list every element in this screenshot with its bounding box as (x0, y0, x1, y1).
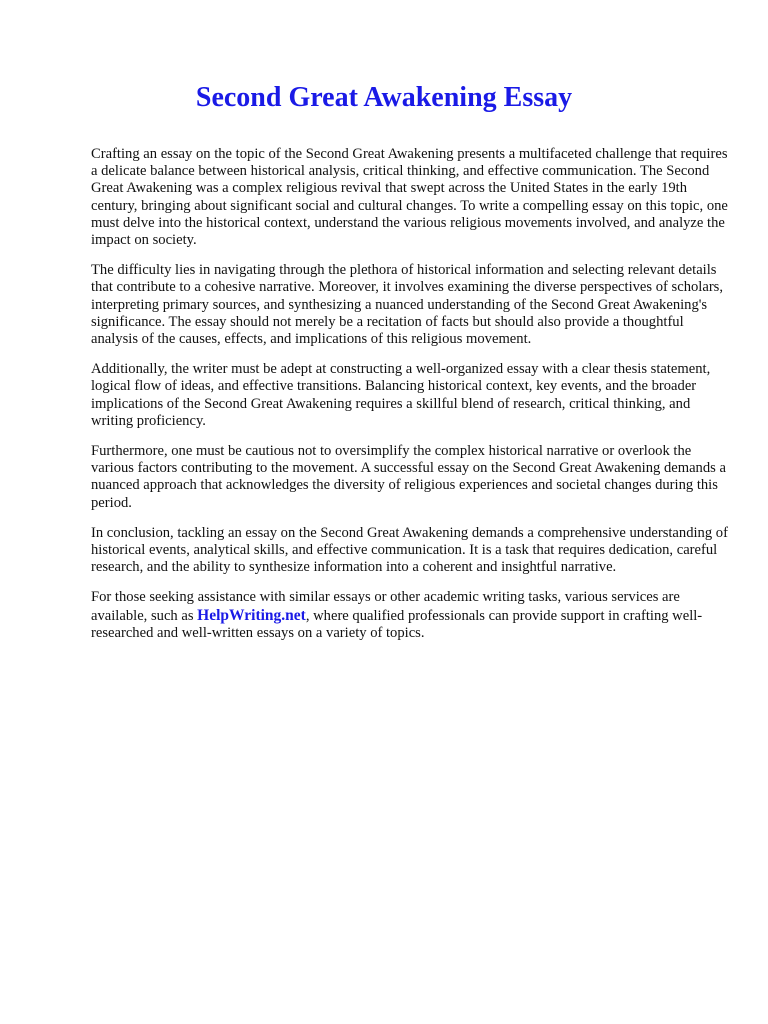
assistance-text-before: For those seeking assistance with similar essays or other academic writing tasks, various services are available, such as (91, 589, 680, 624)
paragraph-structure: Additionally, the writer must be adept at constructing a well-organized essay with a clear thesis statement, logical flow of ideas, and effective transitions. Balancing historical context, key events, and the broader implications of the Second Great Awakening requires a skillful blend of research, critical thinking, and writing proficiency. (91, 361, 711, 429)
essay-body (91, 146, 731, 655)
paragraph-intro: Crafting an essay on the topic of the Second Great Awakening presents a multifaceted challenge that requires a delicate balance between historical analysis, critical thinking, and effective communication. The Second Great Awakening was a complex religious revival that swept across the United States in the early 19th century, bringing about significant social and cultural changes. To write a compelling essay on this topic, one must delve into the historical context, understand the various religious movements involved, and analyze the impact on society. (91, 146, 728, 249)
paragraph-difficulty: The difficulty lies in navigating through the plethora of historical information and selecting relevant details that contribute to a cohesive narrative. Moreover, it involves examining the diverse perspectives of scholars, interpreting primary sources, and synthesizing a nuanced understanding of the Second Great Awakening's significance. The essay should not merely be a recitation of facts but should also provide a thoughtful analysis of the causes, effects, and implications of this religious movement. (91, 262, 724, 348)
helpwriting-link[interactable]: HelpWriting.net (197, 606, 306, 624)
page-title (0, 80, 768, 116)
paragraph-conclusion: In conclusion, tackling an essay on the Second Great Awakening demands a comprehensive understanding of historical events, analytical skills, and effective communication. It is a task that requires dedication, careful research, and the ability to synthesize information into a coherent and insightful narrative. (91, 524, 728, 576)
page-title-text: Second Great Awakening Essay (195, 82, 573, 113)
assistance-text-after: , where qualified professionals can provide support in crafting well-researched and well-written essays on a variety of topics. (91, 607, 703, 641)
paragraph-caution: Furthermore, one must be cautious not to oversimplify the complex historical narrative or overlook the various factors contributing to the movement. A successful essay on the Second Great Awakening demands a nuanced approach that acknowledges the diversity of religious experiences and societal changes during this period. (91, 443, 726, 511)
paragraph-assistance (91, 589, 731, 642)
